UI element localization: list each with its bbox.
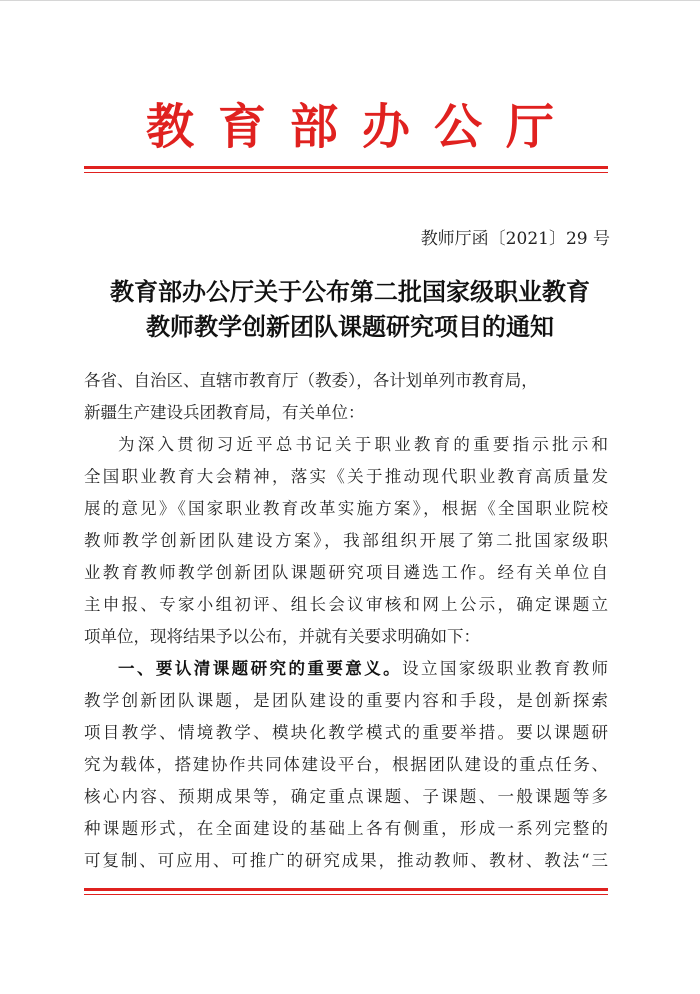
paragraph-1-line: 项单位，现将结果予以公布，并就有关要求明确如下： (84, 627, 480, 646)
section-1-line: 核心内容、预期成果等，确定重点课题、子课题、一般课题等多 (84, 787, 608, 806)
paragraph-1-line: 为深入贯彻习近平总书记关于职业教育的重要指示批示和 (118, 435, 608, 454)
letterhead-org-name: 教育部办公厅 (145, 99, 578, 155)
document-title-line-1: 教育部办公厅关于公布第二批国家级职业教育 (110, 277, 590, 306)
section-1-heading: 一、要认清课题研究的重要意义。 (118, 659, 403, 678)
body-text (84, 429, 608, 877)
page-top-border (0, 0, 700, 1)
section-1-line-rest: 设立国家级职业教育教师 (402, 659, 609, 678)
paragraph-1-line: 展的意见》《国家职业教育改革实施方案》，根据《全国职业院校 (84, 499, 608, 518)
section-1-line: 可复制、可应用、可推广的研究成果，推动教师、教材、教法“三 (84, 851, 608, 870)
addressee-line-1: 各省、自治区、直辖市教育厅（教委），各计划单列市教育局， (84, 371, 538, 390)
letterhead-red-rule-thin (84, 172, 608, 173)
section-1-line: 究为载体，搭建协作共同体建设平台，根据团队建设的重点任务、 (84, 755, 608, 774)
footer-red-rule-thick (84, 888, 608, 891)
paragraph-1-line: 主申报、专家小组初评、组长会议审核和网上公示，确定课题立 (84, 595, 608, 614)
section-1-line: 种课题形式，在全面建设的基础上各有侧重，形成一系列完整的 (84, 819, 608, 838)
section-1-first-line (84, 653, 608, 685)
section-1-line: 教学创新团队课题，是团队建设的重要内容和手段，是创新探索 (84, 691, 608, 710)
document-number: 教师厅函〔2021〕29 号 (420, 229, 610, 249)
section-1-line: 项目教学、情境教学、模块化教学模式的重要举措。要以课题研 (84, 723, 608, 742)
paragraph-1-line: 业教育教师教学创新团队课题研究项目遴选工作。经有关单位自 (84, 563, 608, 582)
paragraph-1-line: 全国职业教育大会精神，落实《关于推动现代职业教育高质量发 (84, 467, 608, 486)
addressee (84, 365, 608, 429)
letterhead-red-rule-thick (84, 166, 608, 169)
addressee-line-2: 新疆生产建设兵团教育局，有关单位： (84, 403, 365, 422)
document-title-line-2: 教师教学创新团队课题研究项目的通知 (146, 312, 554, 341)
paragraph-1-line: 教师教学创新团队建设方案》，我部组织开展了第二批国家级职 (84, 531, 608, 550)
footer-red-rule-thin (84, 894, 608, 895)
